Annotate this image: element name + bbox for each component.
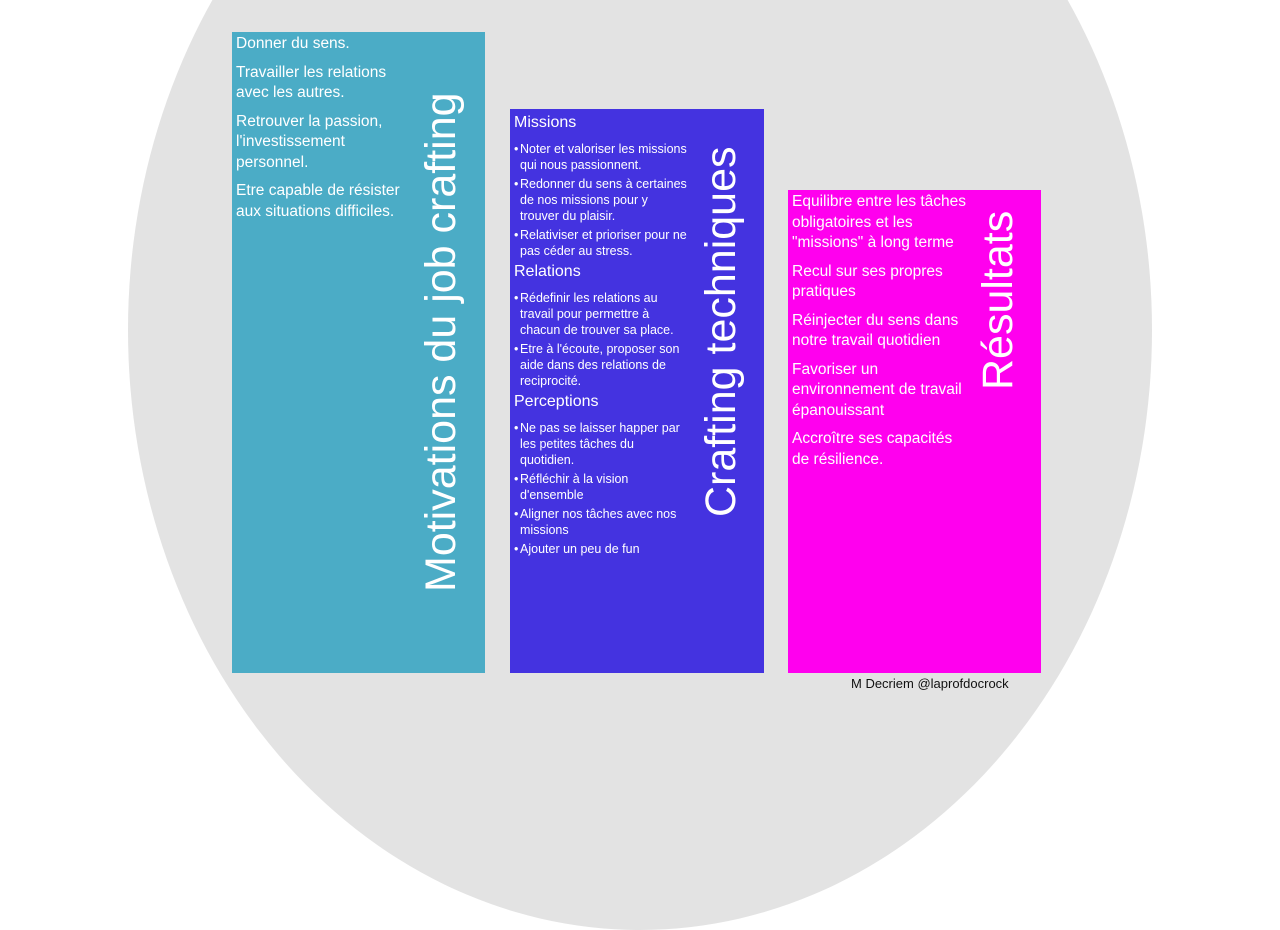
relations-bullets: [514, 290, 690, 389]
motivations-title: Motivations du job crafting: [417, 92, 465, 592]
result-item: Equilibre entre les tâches obligatoires et les "missions" à long terme: [792, 193, 967, 251]
motivation-item: Travailler les relations avec les autres.: [236, 63, 387, 101]
section-heading-missions: Missions: [514, 114, 577, 131]
bullet-item: • Aligner nos tâches avec nos missions: [514, 506, 690, 538]
perceptions-bullets: [514, 420, 690, 557]
techniques-list: [514, 111, 690, 560]
motivation-item: Retrouver la passion, l'investissement personnel.: [236, 112, 383, 171]
bullet-item: • Ajouter un peu de fun: [514, 541, 690, 557]
bullet-item: • Relativiser et prioriser pour ne pas céder au stress.: [514, 227, 690, 259]
bullet-item: • Réfléchir à la vision d'ensemble: [514, 471, 690, 503]
section-heading-relations: Relations: [514, 263, 581, 280]
motivation-item: Etre capable de résister aux situations difficiles.: [236, 182, 400, 220]
crafting-techniques-title: Crafting techniques: [697, 146, 745, 517]
column-crafting-techniques: [510, 109, 764, 673]
result-item: Accroître ses capacités de résilience.: [792, 430, 953, 468]
result-item: Réinjecter du sens dans notre travail quotidien: [792, 311, 959, 349]
bullet-item: • Etre à l'écoute, proposer son aide dans des relations de reciprocité.: [514, 341, 690, 389]
result-item: Favoriser un environnement de travail épanouissant: [792, 360, 962, 419]
motivations-list: [236, 34, 411, 230]
resultats-title: Résultats: [974, 210, 1022, 390]
bullet-item: • Ne pas se laisser happer par les petites tâches du quotidien.: [514, 420, 690, 468]
bullet-item: • Noter et valoriser les missions qui nous passionnent.: [514, 141, 690, 173]
author-credit: M Decriem @laprofdocrock: [851, 676, 1009, 691]
motivation-item: Donner du sens.: [236, 35, 350, 52]
result-item: Recul sur ses propres pratiques: [792, 262, 943, 300]
column-motivations: [232, 32, 485, 673]
bullet-item: • Redonner du sens à certaines de nos missions pour y trouver du plaisir.: [514, 176, 690, 224]
missions-bullets: [514, 141, 690, 259]
section-heading-perceptions: Perceptions: [514, 393, 599, 410]
column-resultats: [788, 190, 1041, 673]
bullet-item: • Rédefinir les relations au travail pour permettre à chacun de trouver sa place.: [514, 290, 690, 338]
resultats-list: [792, 192, 967, 478]
